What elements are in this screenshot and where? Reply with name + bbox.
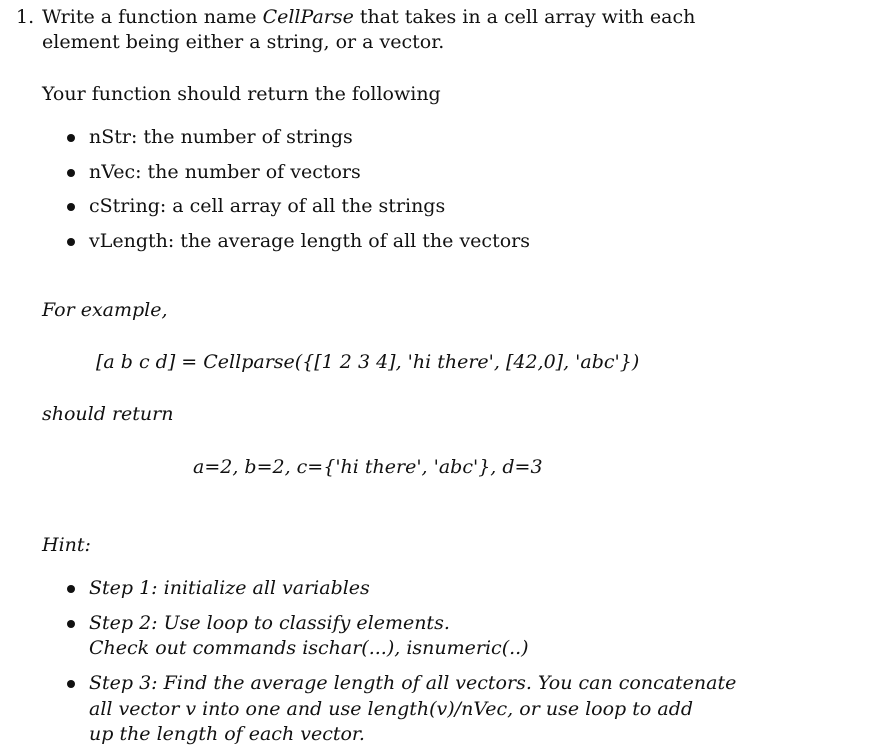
return-item-vlength: vLength: the average length of all the vectors bbox=[89, 230, 530, 252]
bullet-icon bbox=[67, 620, 75, 628]
hint-step-3-line-2: all vector v into one and use length(v)/nVec, or use loop to add bbox=[89, 698, 694, 720]
problem-number: 1. bbox=[16, 6, 35, 28]
problem-line-1-prefix: Write a function name bbox=[42, 6, 257, 28]
example-call-rhs: Cellparse({[1 2 3 4], 'hi there', [42,0], 'abc'}) bbox=[203, 351, 640, 373]
should-return-label: should return bbox=[42, 403, 174, 425]
returns-intro: Your function should return the following bbox=[42, 83, 441, 105]
problem-line-1 bbox=[42, 6, 695, 28]
hint-step-2-line-1: Step 2: Use loop to classify elements. bbox=[89, 612, 450, 634]
example-call bbox=[96, 351, 639, 373]
problem-line-1-suffix: that takes in a cell array with each bbox=[359, 6, 696, 28]
function-name: CellParse bbox=[262, 6, 354, 28]
problem-line-2: element being either a string, or a vector. bbox=[42, 31, 445, 53]
return-item-nstr: nStr: the number of strings bbox=[89, 126, 353, 148]
hint-step-3-line-1: Step 3: Find the average length of all vectors. You can concatenate bbox=[89, 672, 737, 694]
bullet-icon bbox=[67, 134, 75, 142]
bullet-icon bbox=[67, 203, 75, 211]
bullet-icon bbox=[67, 238, 75, 246]
hint-step-1: Step 1: initialize all variables bbox=[89, 577, 370, 599]
example-result: a=2, b=2, c={'hi there', 'abc'}, d=3 bbox=[193, 456, 543, 478]
return-item-nvec: nVec: the number of vectors bbox=[89, 161, 361, 183]
example-label: For example, bbox=[42, 299, 168, 321]
bullet-icon bbox=[67, 585, 75, 593]
bullet-icon bbox=[67, 169, 75, 177]
return-item-cstring: cString: a cell array of all the strings bbox=[89, 195, 446, 217]
bullet-icon bbox=[67, 680, 75, 688]
hint-label: Hint: bbox=[42, 534, 91, 556]
hint-step-3-line-3: up the length of each vector. bbox=[89, 723, 365, 745]
hint-step-2-line-2: Check out commands ischar(...), isnumeric(..) bbox=[89, 637, 529, 659]
example-call-equals: = bbox=[181, 351, 198, 373]
example-call-lhs: [a b c d] bbox=[96, 351, 176, 373]
